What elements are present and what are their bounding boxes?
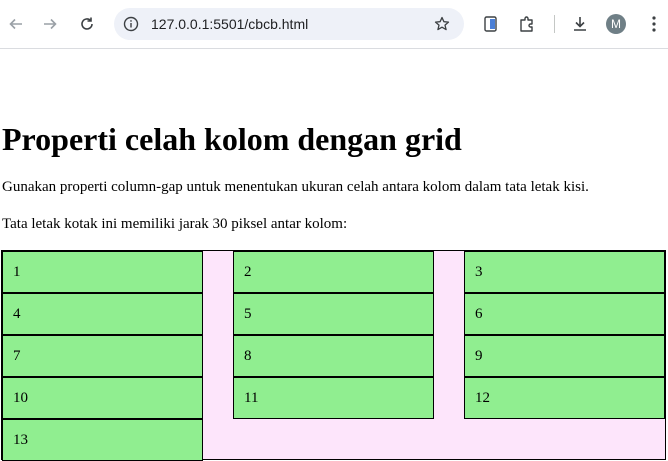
star-icon[interactable] — [432, 14, 452, 34]
grid-item: 2 — [233, 251, 434, 293]
address-bar[interactable] — [114, 8, 464, 40]
more-vert-icon[interactable] — [642, 12, 666, 36]
browser-toolbar — [0, 0, 668, 49]
grid-item: 9 — [464, 335, 665, 377]
grid-item: 8 — [233, 335, 434, 377]
grid-item: 10 — [2, 377, 203, 419]
grid-item: 12 — [464, 377, 665, 419]
download-icon[interactable] — [568, 12, 592, 36]
profile-avatar[interactable]: M — [606, 14, 626, 34]
page-title: Properti celah kolom dengan grid — [2, 121, 462, 157]
grid-item: 4 — [2, 293, 203, 335]
info-icon[interactable] — [122, 15, 140, 33]
description-text: Gunakan properti column-gap untuk menentukan ukuran celah antara kolom dalam tata letak kisi. — [2, 179, 589, 195]
grid-item: 5 — [233, 293, 434, 335]
grid-item: 1 — [2, 251, 203, 293]
url-text[interactable]: 127.0.0.1:5501/cbcb.html — [151, 16, 309, 32]
grid-item: 11 — [233, 377, 434, 419]
forward-arrow-icon[interactable] — [38, 12, 62, 36]
grid-item: 6 — [464, 293, 665, 335]
reload-icon[interactable] — [75, 12, 99, 36]
grid-container — [1, 250, 666, 460]
grid-item: 13 — [2, 419, 203, 461]
back-arrow-icon[interactable] — [4, 12, 28, 36]
grid-item: 3 — [464, 251, 665, 293]
extensions-icon[interactable] — [515, 12, 539, 36]
grid-item: 7 — [2, 335, 203, 377]
toolbar-separator — [554, 15, 555, 33]
clipboard-icon[interactable] — [479, 12, 503, 36]
grid-intro-text: Tata letak kotak ini memiliki jarak 30 piksel antar kolom: — [2, 216, 348, 232]
